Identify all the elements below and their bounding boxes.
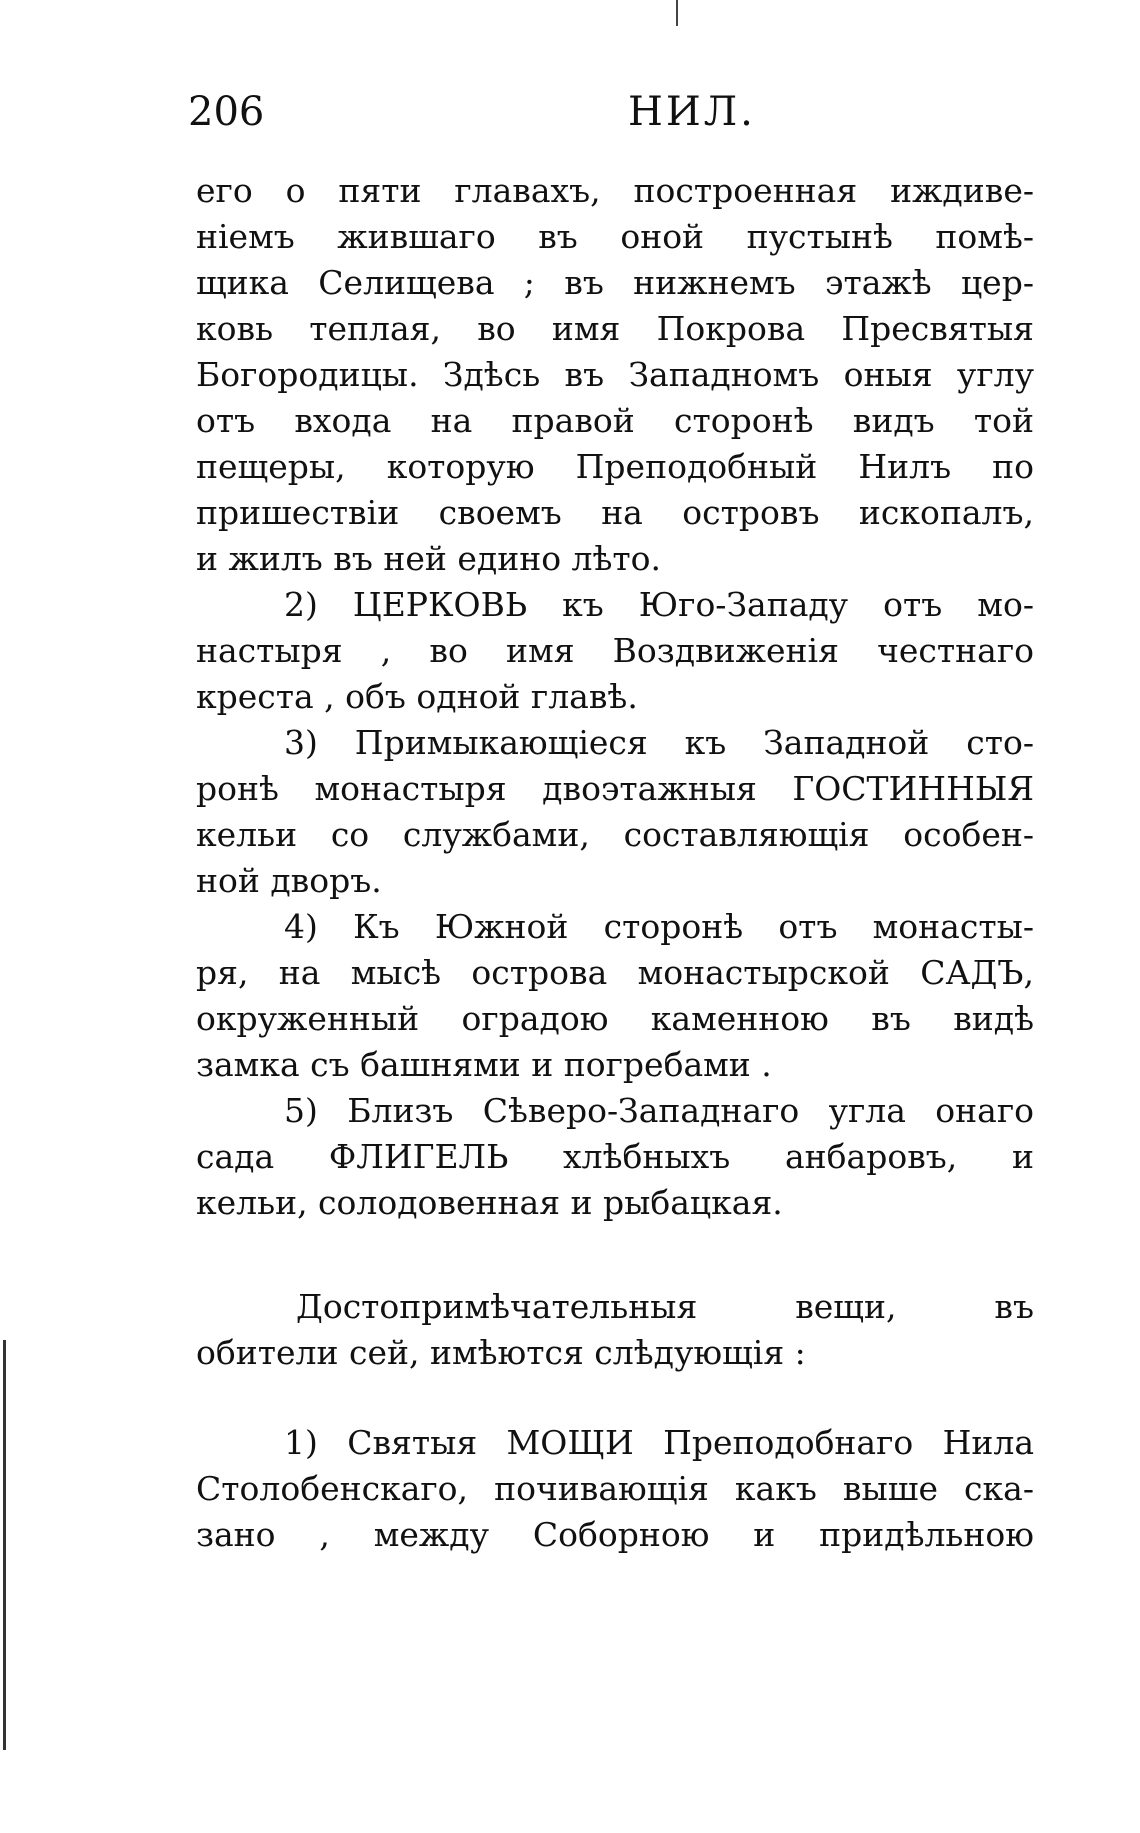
text-line: обители сей, имѣются слѣдующія :: [196, 1333, 806, 1372]
page-header: [188, 82, 1048, 142]
text-line: пещеры, которую Преподобный Нилъ по: [196, 447, 1034, 486]
text-line: 5) Близъ Сѣверо-Западнаго угла онаго: [284, 1091, 1034, 1130]
section-heading: [196, 1284, 1034, 1376]
text-line: ной дворъ.: [196, 861, 382, 900]
running-head: НИЛ.: [628, 89, 756, 135]
text-line: окруженный оградою каменною въ видѣ: [196, 999, 1034, 1038]
text-line: ря, на мысѣ острова монастырской САДЪ,: [196, 953, 1034, 992]
text-line: щика Селищева ; въ нижнемъ этажѣ цер-: [196, 263, 1034, 302]
text-line: кельи со службами, составляющія особен-: [196, 815, 1034, 854]
text-line: замка съ башнями и погребами .: [196, 1045, 772, 1084]
text-line: Достопримѣчательныя вещи, въ: [296, 1287, 1034, 1326]
page-body: [196, 168, 1034, 1558]
text-line: 4) Къ Южной сторонѣ отъ монасты-: [284, 907, 1034, 946]
scan-mark-left: [3, 1340, 6, 1750]
text-line: ронѣ монастыря двоэтажныя ГОСТИННЫЯ: [196, 769, 1034, 808]
text-line: кельи, солодовенная и рыбацкая.: [196, 1183, 783, 1222]
section-gap-small: [196, 1376, 1034, 1420]
text-line: и жилъ въ ней едино лѣто.: [196, 539, 662, 578]
item-text: [196, 1420, 1034, 1558]
text-line: настыря , во имя Воздвиженія честнаго: [196, 631, 1034, 670]
text-line: ніемъ жившаго въ оной пустынѣ помѣ-: [196, 217, 1034, 256]
text-line: 2) ЦЕРКОВЬ къ Юго-Западу отъ мо-: [284, 585, 1034, 624]
text-line: его о пяти главахъ, построенная иждиве-: [196, 171, 1034, 210]
text-line: креста , объ одной главѣ.: [196, 677, 638, 716]
page-number: 206: [188, 89, 265, 135]
main-text: [196, 168, 1034, 1226]
text-line: 1) Святыя МОЩИ Преподобнаго Нила: [284, 1423, 1034, 1462]
text-line: зано , между Соборною и придѣльною: [196, 1515, 1034, 1554]
scan-mark-top: [676, 0, 678, 26]
text-line: Столобенскаго, почивающія какъ выше ска-: [196, 1469, 1034, 1508]
text-line: отъ входа на правой сторонѣ видъ той: [196, 401, 1034, 440]
text-line: ковь теплая, во имя Покрова Пресвятыя: [196, 309, 1034, 348]
text-line: сада ФЛИГЕЛЬ хлѣбныхъ анбаровъ, и: [196, 1137, 1034, 1176]
text-line: пришествіи своемъ на островъ ископалъ,: [196, 493, 1034, 532]
text-line: Богородицы. Здѣсь въ Западномъ оныя углу: [196, 355, 1034, 394]
text-line: 3) Примыкающіеся къ Западной сто-: [284, 723, 1034, 762]
section-gap: [196, 1226, 1034, 1284]
